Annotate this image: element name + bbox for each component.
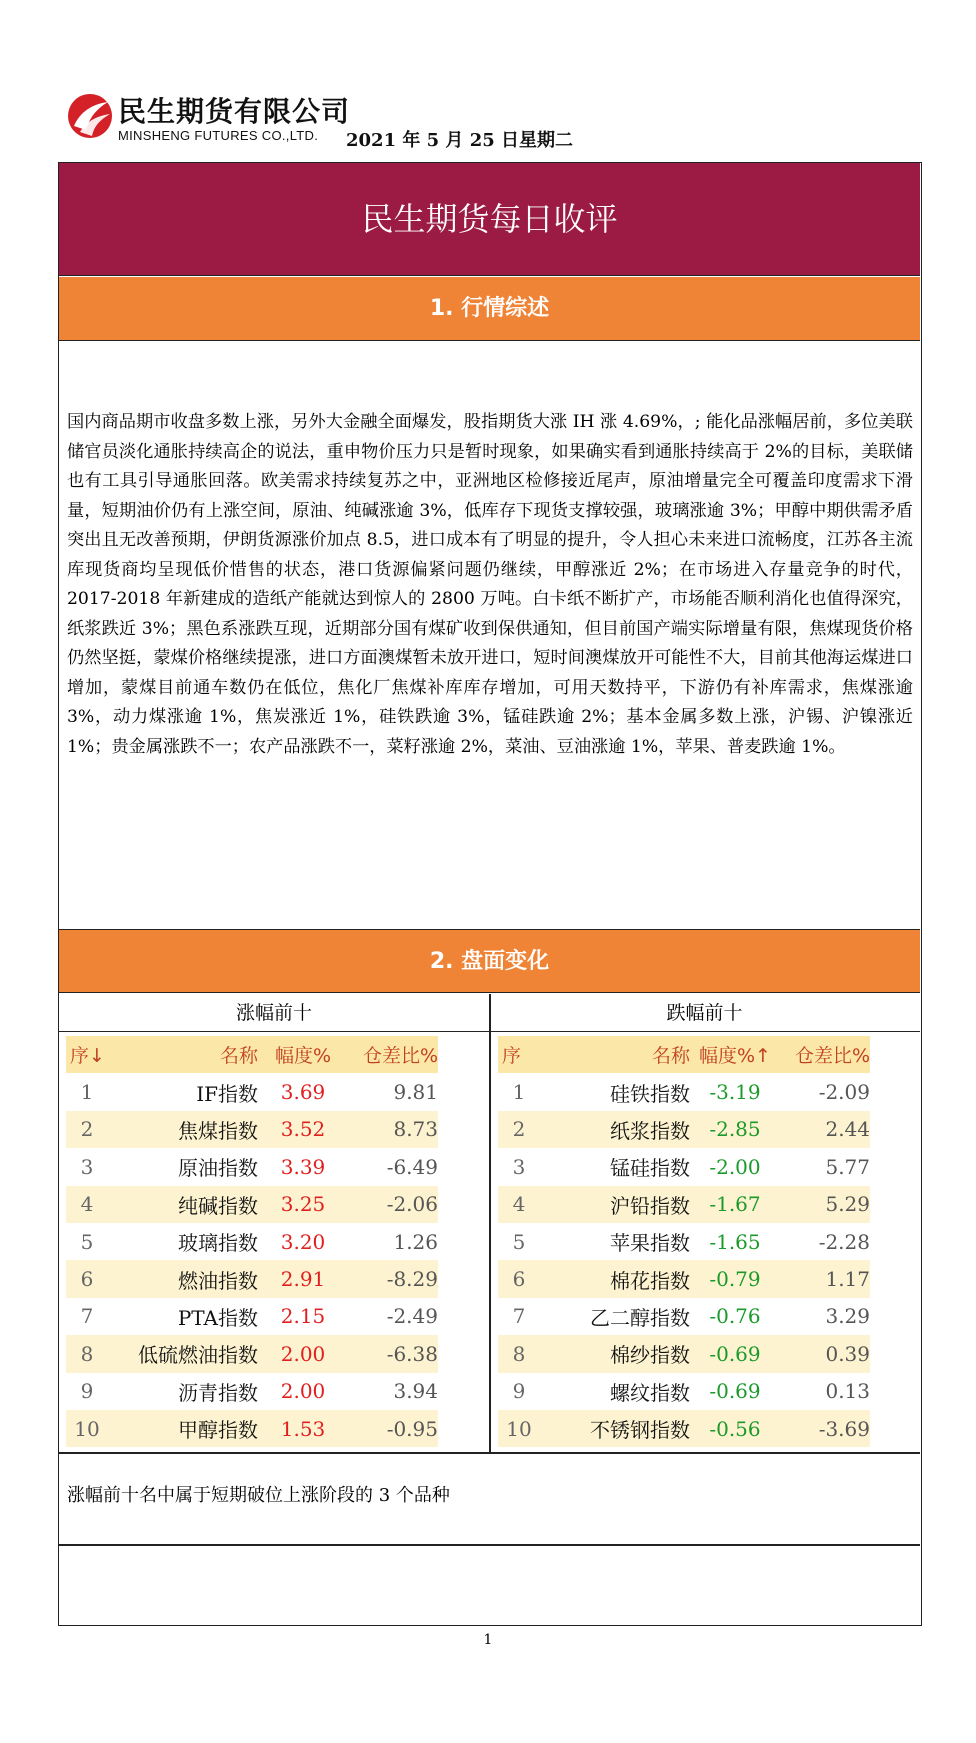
table-row bbox=[498, 1298, 870, 1335]
cell-rank: 5 bbox=[512, 1229, 526, 1254]
gainers-table bbox=[66, 1036, 438, 1447]
table-row bbox=[66, 1148, 438, 1185]
col-oi[interactable]: 仓差比% bbox=[794, 1045, 870, 1068]
section-divider bbox=[59, 1544, 920, 1546]
cell-pct: 3.20 bbox=[280, 1229, 326, 1254]
table-header-row bbox=[498, 1036, 870, 1073]
cell-rank: 10 bbox=[506, 1416, 532, 1441]
table-row bbox=[498, 1148, 870, 1185]
cell-name: 焦煤指数 bbox=[178, 1118, 258, 1143]
cell-rank: 7 bbox=[80, 1304, 94, 1329]
table-header-row bbox=[66, 1036, 438, 1073]
cell-name: 棉纱指数 bbox=[610, 1343, 690, 1368]
table-divider bbox=[489, 994, 491, 1452]
cell-pct: -2.85 bbox=[709, 1117, 761, 1142]
cell-rank: 9 bbox=[80, 1379, 94, 1404]
cell-oi: 0.39 bbox=[825, 1341, 870, 1366]
cell-oi: -2.06 bbox=[386, 1192, 438, 1217]
table-row bbox=[498, 1410, 870, 1447]
cell-rank: 8 bbox=[512, 1341, 526, 1366]
minsheng-logo-icon bbox=[66, 92, 114, 140]
col-pct-sort[interactable]: 幅度%↑ bbox=[699, 1045, 771, 1068]
company-name-cn: 民生期货有限公司 bbox=[118, 95, 351, 128]
table-row bbox=[66, 1186, 438, 1223]
cell-oi: -6.38 bbox=[386, 1341, 438, 1366]
cell-name: 不锈钢指数 bbox=[590, 1418, 690, 1443]
table-row bbox=[498, 1111, 870, 1148]
losers-table bbox=[498, 1036, 870, 1447]
cell-rank: 3 bbox=[512, 1154, 526, 1179]
cell-pct: -0.56 bbox=[709, 1416, 761, 1441]
page-number: 1 bbox=[483, 1632, 493, 1648]
col-name[interactable]: 名称 bbox=[651, 1045, 690, 1068]
table-row bbox=[66, 1335, 438, 1372]
cell-pct: -1.67 bbox=[709, 1192, 761, 1217]
cell-rank: 6 bbox=[80, 1267, 94, 1292]
col-rank-sort[interactable]: 序↓ bbox=[70, 1045, 105, 1068]
cell-name: 硅铁指数 bbox=[610, 1081, 690, 1106]
cell-oi: -2.09 bbox=[818, 1080, 870, 1105]
cell-pct: -0.69 bbox=[709, 1379, 761, 1404]
cell-pct: -2.00 bbox=[709, 1154, 761, 1179]
cell-pct: 2.00 bbox=[280, 1379, 326, 1404]
cell-name: 纸浆指数 bbox=[610, 1118, 690, 1143]
cell-pct: 2.15 bbox=[280, 1304, 326, 1329]
table-row bbox=[66, 1298, 438, 1335]
cell-name: 锰硅指数 bbox=[610, 1156, 690, 1181]
cell-oi: 1.26 bbox=[393, 1229, 438, 1254]
section2-title: 2. 盘面变化 bbox=[59, 929, 920, 993]
cell-name: 玻璃指数 bbox=[178, 1231, 258, 1256]
cell-oi: 5.29 bbox=[825, 1192, 870, 1217]
cell-rank: 4 bbox=[512, 1192, 526, 1217]
report-frame bbox=[58, 162, 922, 1626]
cell-name: 甲醇指数 bbox=[178, 1418, 258, 1443]
cell-pct: 2.91 bbox=[280, 1267, 326, 1292]
cell-rank: 5 bbox=[80, 1229, 94, 1254]
cell-rank: 9 bbox=[512, 1379, 526, 1404]
cell-rank: 10 bbox=[74, 1416, 100, 1441]
col-name[interactable]: 名称 bbox=[219, 1045, 258, 1068]
cell-name: 棉花指数 bbox=[610, 1268, 690, 1293]
report-title: 民生期货每日收评 bbox=[59, 163, 920, 276]
cell-name: 苹果指数 bbox=[610, 1231, 690, 1256]
cell-rank: 8 bbox=[80, 1341, 94, 1366]
col-rank[interactable]: 序 bbox=[502, 1045, 522, 1068]
table-row bbox=[498, 1223, 870, 1260]
cell-rank: 6 bbox=[512, 1267, 526, 1292]
cell-oi: -3.69 bbox=[818, 1416, 870, 1441]
cell-pct: 1.53 bbox=[280, 1416, 326, 1441]
cell-oi: -8.29 bbox=[386, 1267, 438, 1292]
cell-pct: -1.65 bbox=[709, 1229, 761, 1254]
cell-oi: 5.77 bbox=[825, 1154, 870, 1179]
losers-title: 跌幅前十 bbox=[489, 994, 920, 1032]
cell-name: 螺纹指数 bbox=[610, 1380, 690, 1405]
table-row bbox=[498, 1073, 870, 1110]
table-row bbox=[66, 1223, 438, 1260]
cell-oi: -0.95 bbox=[386, 1416, 438, 1441]
market-summary-text: 国内商品期市收盘多数上涨，另外大金融全面爆发，股指期货大涨 IH 涨 4.69%，; 能化品涨幅居前，多位美联储官员淡化通胀持续高企的说法，重申物价压力只是暂时现象，如果确实看到通胀持续高于 2%的目标，美联储也有工具引导通胀回落。欧美需求持续复苏之中，亚洲地区检修接近尾声，原油增量完全可覆盖印度需求下滑量，短期油价仍有上涨空间，原油、纯碱涨逾 3%，低库存下现货支撑较强，玻璃涨逾 3%；甲醇中期供需矛盾突出且无改善预期，伊朗货源涨价加点 8.5，进口成本有了明显的提升，令人担心未来进口流畅度，江苏各主流库现货商均呈现低价惜售的状态，港口货源偏紧问题仍继续，甲醇涨近 2%；在市场进入存量竞争的时代，2017-2018 年新建成的造纸产能就达到惊人的 2800 万吨。白卡纸不断扩产，市场能否顺利消化也值得深究，纸浆跌近 3%；黑色系涨跌互现，近期部分国有煤矿收到保供通知，但目前国产端实际增量有限，焦煤现货价格仍然坚挺，蒙煤价格继续提涨，进口方面澳煤暂未放开进口，短时间澳煤放开可能性不大，目前其他海运煤进口增加，蒙煤目前通车数仍在低位，焦化厂焦煤补库库存增加，可用天数持平，下游仍有补库需求，焦煤涨逾 3%，动力煤涨逾 1%，焦炭涨近 1%，硅铁跌逾 3%，锰硅跌逾 2%；基本金属多数上涨，沪锡、沪镍涨近 1%；贵金属涨跌不一；农产品涨跌不一，菜籽涨逾 2%，菜油、豆油涨逾 1%，苹果、普麦跌逾 1%。 bbox=[67, 412, 914, 757]
table-row bbox=[498, 1260, 870, 1297]
cell-oi: 3.94 bbox=[393, 1379, 438, 1404]
cell-pct: 2.00 bbox=[280, 1341, 326, 1366]
table-row bbox=[66, 1260, 438, 1297]
cell-name: 沥青指数 bbox=[178, 1380, 258, 1405]
cell-name: 原油指数 bbox=[178, 1156, 258, 1181]
report-date: 2021 年 5 月 25 日星期二 bbox=[346, 130, 574, 151]
cell-oi: -2.49 bbox=[386, 1304, 438, 1329]
section1-title: 1. 行情综述 bbox=[59, 277, 920, 341]
cell-pct: -0.69 bbox=[709, 1341, 761, 1366]
col-oi[interactable]: 仓差比% bbox=[362, 1045, 438, 1068]
col-pct[interactable]: 幅度% bbox=[274, 1045, 332, 1068]
cell-oi: 2.44 bbox=[825, 1117, 870, 1142]
cell-name: PTA指数 bbox=[177, 1305, 258, 1330]
cell-name: 乙二醇指数 bbox=[590, 1305, 690, 1330]
cell-rank: 3 bbox=[80, 1154, 94, 1179]
cell-pct: 3.25 bbox=[280, 1192, 326, 1217]
table-row bbox=[66, 1373, 438, 1410]
table-row bbox=[498, 1186, 870, 1223]
cell-oi: 1.17 bbox=[825, 1267, 870, 1292]
cell-rank: 4 bbox=[80, 1192, 94, 1217]
gainers-title: 涨幅前十 bbox=[59, 994, 489, 1032]
cell-rank: 2 bbox=[80, 1117, 94, 1142]
table-row bbox=[498, 1335, 870, 1372]
cell-pct: -0.79 bbox=[709, 1267, 761, 1292]
cell-rank: 1 bbox=[80, 1080, 94, 1105]
cell-rank: 2 bbox=[512, 1117, 526, 1142]
cell-pct: 3.52 bbox=[280, 1117, 326, 1142]
table-row bbox=[66, 1111, 438, 1148]
section-divider bbox=[59, 1452, 920, 1454]
cell-name: 燃油指数 bbox=[178, 1268, 258, 1293]
company-name-en: MINSHENG FUTURES CO.,LTD. bbox=[118, 128, 319, 143]
cell-oi: 3.29 bbox=[825, 1304, 870, 1329]
table-row bbox=[498, 1373, 870, 1410]
cell-rank: 1 bbox=[512, 1080, 526, 1105]
cell-oi: 0.13 bbox=[825, 1379, 870, 1404]
cell-oi: 8.73 bbox=[393, 1117, 438, 1142]
cell-rank: 7 bbox=[512, 1304, 526, 1329]
cell-pct: -3.19 bbox=[709, 1080, 761, 1105]
table-row bbox=[66, 1410, 438, 1447]
cell-oi: -2.28 bbox=[818, 1229, 870, 1254]
cell-name: 低硫燃油指数 bbox=[138, 1343, 258, 1368]
breakout-note: 涨幅前十名中属于短期破位上涨阶段的 3 个品种 bbox=[67, 1485, 450, 1506]
page-header bbox=[66, 88, 926, 152]
cell-oi: 9.81 bbox=[393, 1080, 438, 1105]
cell-pct: 3.69 bbox=[280, 1080, 326, 1105]
cell-oi: -6.49 bbox=[386, 1154, 438, 1179]
table-row bbox=[66, 1073, 438, 1110]
cell-pct: -0.76 bbox=[709, 1304, 761, 1329]
cell-name: 纯碱指数 bbox=[178, 1193, 258, 1218]
cell-pct: 3.39 bbox=[280, 1154, 326, 1179]
cell-name: IF指数 bbox=[196, 1081, 258, 1106]
cell-name: 沪铅指数 bbox=[610, 1193, 690, 1218]
